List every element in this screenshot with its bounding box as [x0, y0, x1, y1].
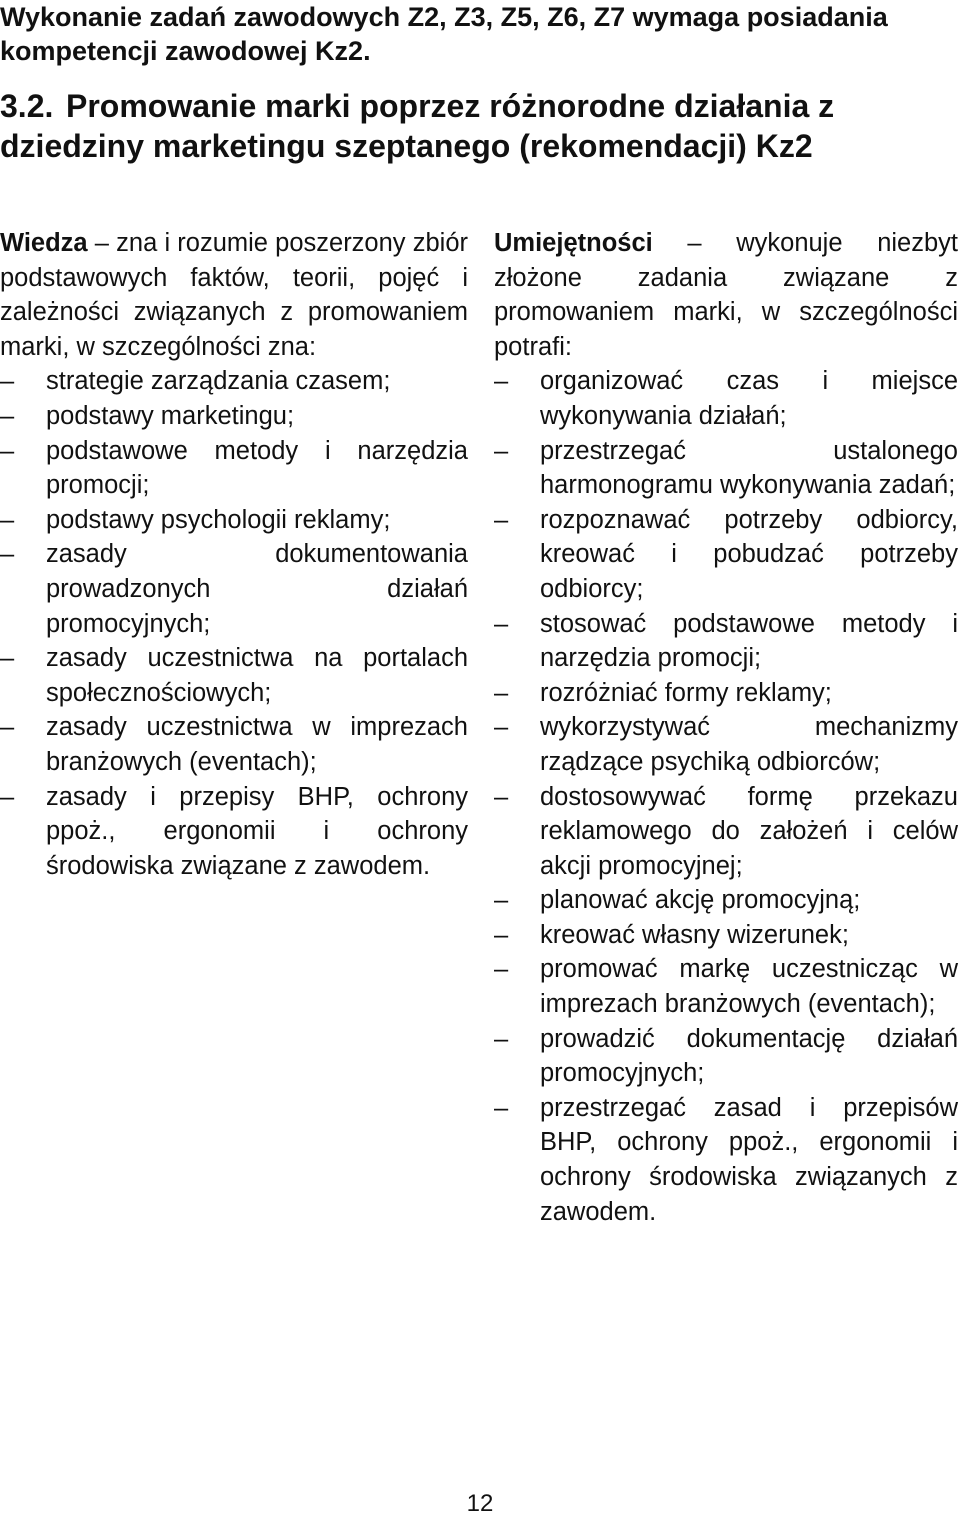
dash-bullet: – — [494, 609, 509, 638]
dash-bullet: – — [0, 644, 15, 673]
dash-bullet: – — [0, 401, 15, 430]
skills-list — [494, 364, 958, 1229]
dash-bullet: – — [0, 505, 15, 534]
list-item-text: zasady dokumentowania prowadzonych działań promocyjnych; — [46, 540, 468, 638]
knowledge-list — [0, 364, 468, 883]
list-item-text: podstawowe metody i narzędzia promocji; — [46, 436, 468, 500]
dash-bullet: – — [494, 713, 509, 742]
list-item — [494, 918, 958, 953]
dash-bullet: – — [494, 367, 509, 396]
knowledge-lead — [0, 226, 468, 364]
knowledge-label: Wiedza — [0, 229, 88, 257]
section-number: 3.2. — [0, 88, 54, 124]
list-item-text: zasady i przepisy BHP, ochrony ppoż., ergonomii i ochrony środowiska związane z zawodem. — [46, 782, 468, 880]
list-item-text: stosować podstawowe metody i narzędzia promocji; — [540, 609, 958, 673]
skills-lead-text: – wykonuje niezbyt złożone zadania związane z promowaniem marki, w szczególności potrafi: — [494, 229, 958, 361]
dash-bullet: – — [0, 367, 15, 396]
list-item — [0, 364, 468, 399]
skills-lead — [494, 226, 958, 364]
list-item — [494, 883, 958, 918]
dash-bullet: – — [494, 436, 509, 465]
list-item-text: przestrzegać zasad i przepisów BHP, ochrony ppoż., ergonomii i ochrony środowiska związanych z zawodem. — [540, 1093, 958, 1226]
list-item-text: wykorzystywać mechanizmy rządzące psychiką odbiorców; — [540, 713, 958, 776]
dash-bullet: – — [494, 1024, 509, 1053]
list-item — [0, 537, 468, 641]
dash-bullet: – — [494, 920, 509, 949]
list-item — [494, 1091, 958, 1229]
list-item — [0, 780, 468, 884]
list-item-text: promować markę uczestnicząc w imprezach branżowych (eventach); — [540, 955, 958, 1019]
dash-bullet: – — [494, 886, 509, 915]
list-item-text: planować akcję promocyjną; — [540, 886, 861, 915]
list-item — [494, 952, 958, 1021]
list-item — [494, 1022, 958, 1091]
list-item — [494, 780, 958, 884]
knowledge-lead-text: – zna i rozumie poszerzony zbiór podstawowych faktów, teorii, pojęć i zależności związanych z promowaniem marki, w szczególności zna: — [0, 229, 468, 361]
dash-bullet: – — [0, 782, 15, 811]
list-item-text: zasady uczestnictwa w imprezach branżowych (eventach); — [46, 713, 468, 776]
dash-bullet: – — [0, 436, 15, 465]
list-item — [0, 710, 468, 779]
section-heading — [0, 86, 950, 166]
dash-bullet: – — [0, 713, 15, 742]
dash-bullet: – — [494, 1093, 509, 1122]
intro-paragraph: Wykonanie zadań zawodowych Z2, Z3, Z5, Z6, Z7 wymaga posiadania kompetencji zawodowej Kz2. — [0, 2, 888, 66]
list-item — [494, 434, 958, 503]
list-item — [0, 434, 468, 503]
list-item-text: podstawy psychologii reklamy; — [46, 505, 391, 534]
list-item-text: rozpoznawać potrzeby odbiorcy, kreować i pobudzać potrzeby odbiorcy; — [540, 505, 958, 603]
list-item — [494, 364, 958, 433]
list-item — [494, 710, 958, 779]
dash-bullet: – — [494, 782, 509, 811]
knowledge-column — [0, 226, 468, 883]
list-item — [494, 607, 958, 676]
skills-label: Umiejętności — [494, 229, 653, 257]
list-item-text: podstawy marketingu; — [46, 401, 295, 430]
list-item-text: rozróżniać formy reklamy; — [540, 678, 832, 707]
dash-bullet: – — [494, 678, 509, 707]
list-item — [494, 676, 958, 711]
list-item-text: kreować własny wizerunek; — [540, 920, 849, 949]
list-item — [0, 399, 468, 434]
list-item — [0, 503, 468, 538]
dash-bullet: – — [494, 955, 509, 984]
list-item-text: zasady uczestnictwa na portalach społecznościowych; — [46, 644, 468, 707]
list-item-text: przestrzegać ustalonego harmonogramu wykonywania zadań; — [540, 436, 958, 500]
list-item-text: prowadzić dokumentację działań promocyjnych; — [540, 1024, 958, 1088]
page-number: 12 — [466, 1490, 494, 1517]
list-item-text: dostosowywać formę przekazu reklamowego do założeń i celów akcji promocyjnej; — [540, 782, 958, 880]
section-title: Promowanie marki poprzez różnorodne działania z dziedziny marketingu szeptanego (rekomendacji) Kz2 — [0, 88, 835, 164]
list-item-text: organizować czas i miejsce wykonywania działań; — [540, 367, 958, 430]
dash-bullet: – — [494, 505, 509, 534]
list-item — [494, 503, 958, 607]
skills-column — [494, 226, 958, 1229]
dash-bullet: – — [0, 540, 15, 569]
list-item-text: strategie zarządzania czasem; — [46, 367, 391, 396]
list-item — [0, 641, 468, 710]
